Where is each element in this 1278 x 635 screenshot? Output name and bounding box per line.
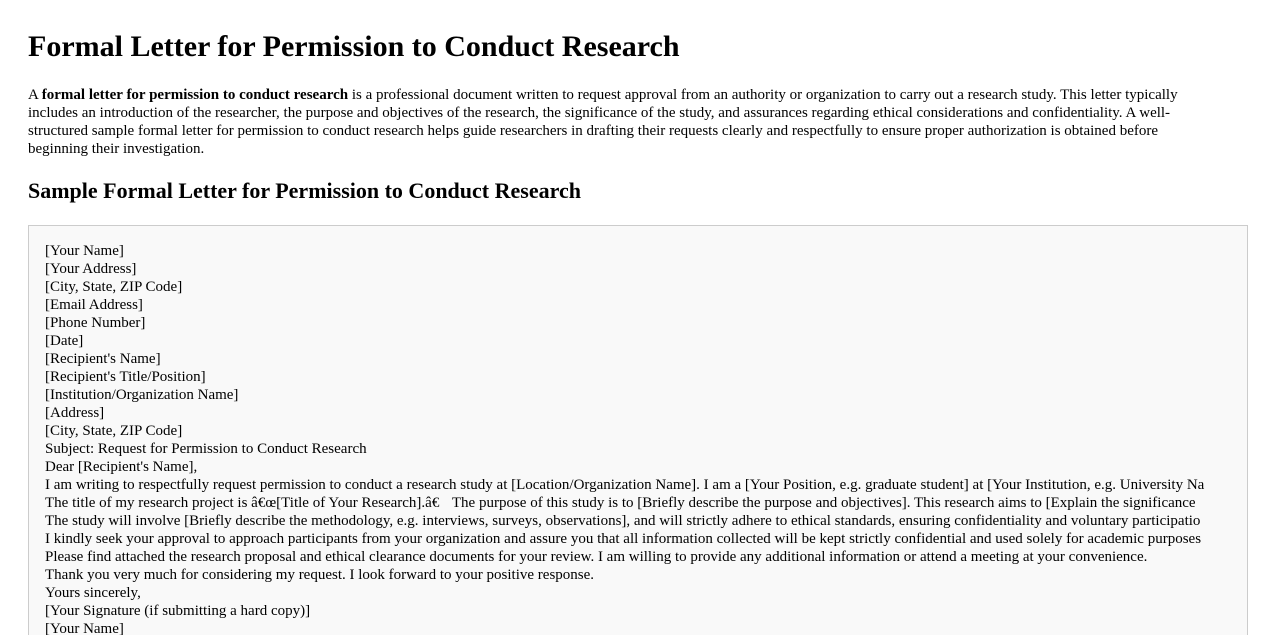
document-page [28,0,1278,635]
intro-suffix: is a professional document written to request approval from an authority or organization to carry out a research study. This letter typically includes an introduction of the researcher, the purpose and objectives of the research, the significance of the study, and assurances regarding ethical considerations and confidentiality. A well-structured sample formal letter for permission to conduct research helps guide researchers in drafting their requests clearly and respectfully to ensure proper authorization is obtained before beginning their investigation. [28,87,1178,157]
letter-line-recipient-address: [Address] [45,405,105,421]
intro-prefix: A [28,87,42,103]
section-heading: Sample Formal Letter for Permission to Conduct Research [28,178,581,203]
letter-line-paragraph-2: The title of my research project is â€œ[Title of Your Research].â€ The purpose of this study is to [Briefly describe the purpose and objectives]. This research aims to [Explain the significance [45,495,1196,511]
letter-line-recipient-title: [Recipient's Title/Position] [45,369,206,385]
letter-line-recipient-city: [City, State, ZIP Code] [45,423,183,439]
letter-line-date: [Date] [45,333,84,349]
letter-line-recipient-name: [Recipient's Name] [45,351,161,367]
letter-line-signoff-name: [Your Name] [45,621,124,635]
letter-line-sender-city: [City, State, ZIP Code] [45,279,183,295]
letter-line-sender-phone: [Phone Number] [45,315,146,331]
letter-line-signature: [Your Signature (if submitting a hard copy)] [45,603,311,619]
letter-line-paragraph-3: The study will involve [Briefly describe the methodology, e.g. interviews, surveys, observations], and will strictly adhere to ethical standards, ensuring confidentiality and voluntary participatio [45,513,1201,529]
intro-paragraph [28,86,1208,158]
letter-line-recipient-organization: [Institution/Organization Name] [45,387,239,403]
letter-line-paragraph-6: Thank you very much for considering my request. I look forward to your positive response. [45,567,595,583]
page-title: Formal Letter for Permission to Conduct Research [28,30,680,63]
letter-line-salutation: Dear [Recipient's Name], [45,459,198,475]
letter-line-paragraph-5: Please find attached the research proposal and ethical clearance documents for your review. I am willing to provide any additional information or attend a meeting at your convenience. [45,549,1148,565]
intro-bold-term: formal letter for permission to conduct research [41,87,349,103]
letter-line-sender-address: [Your Address] [45,261,137,277]
letter-line-paragraph-4: I kindly seek your approval to approach participants from your organization and assure you that all information collected will be kept strictly confidential and used solely for academic purposes [45,531,1202,547]
letter-line-subject: Subject: Request for Permission to Conduct Research [45,441,367,457]
sample-letter-box [28,225,1248,635]
letter-line-paragraph-1: I am writing to respectfully request permission to conduct a research study at [Location/Organization Name]. I am a [Your Position, e.g. graduate student] at [Your Institution, e.g. University Na [45,477,1205,493]
letter-line-closing: Yours sincerely, [45,585,141,601]
letter-body [45,242,1248,635]
letter-line-sender-email: [Email Address] [45,297,143,313]
letter-line-sender-name: [Your Name] [45,243,124,259]
